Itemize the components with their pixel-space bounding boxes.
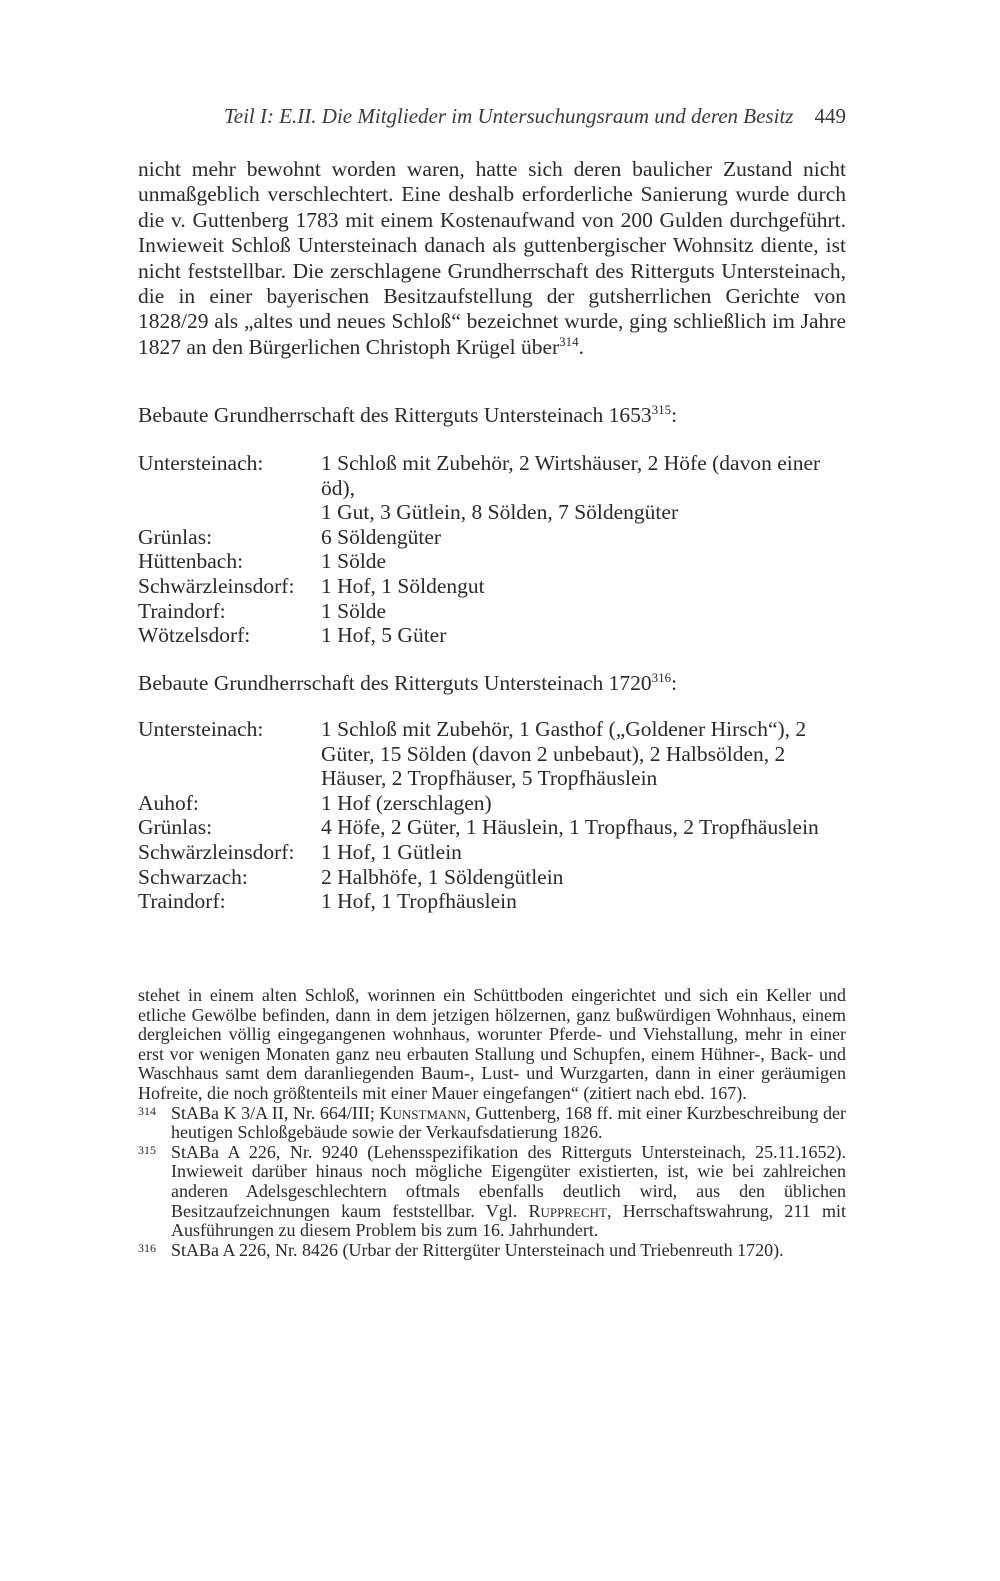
author-name: Rupprecht [528, 1200, 607, 1221]
place-name: Untersteinach: [138, 717, 264, 741]
table-row [138, 549, 846, 574]
footnote-ref-316[interactable]: 316 [651, 670, 672, 685]
footnote-315: 315 StABa A 226, Nr. 9240 (Lehensspezifikation des Ritterguts Untersteinach, 25.11.1652). Inwieweit darüber hinaus noch mögliche Eigengüter existierten, ist, wie bei zahlreichen anderen Adelsgeschlechtern oftmals ebenfalls deutlich wird, aus den üblichen Besitzaufzeichnungen kaum feststellbar. Vgl. Rupprecht, Herrschaftswahrung, 211 mit Ausführungen zu diesem Problem bis zum 16. Jahrhundert. [138, 1141, 846, 1241]
paragraph-text: nicht mehr bewohnt worden waren, hatte sich deren baulicher Zustand nicht unmaßgeblich verschlechtert. Eine deshalb erforderliche Sanierung wurde durch die v. Guttenberg 1783 mit einem Kostenaufwand von 200 Gulden durchgeführt. Inwieweit Schloß Untersteinach danach als guttenbergischer Wohnsitz diente, ist nicht feststellbar. Die zerschlagene Grundherrschaft des Ritterguts Untersteinach, die in einer bayerischen Besitzaufstellung der gutsherrlichen Gerichte von 1828/29 als „altes und neues Schloß“ bezeichnet wurde, ging schließlich im Jahre 1827 an den Bürgerlichen Christoph Krügel über [138, 157, 846, 359]
asset-list: 1 Hof (zerschlagen) [321, 790, 492, 815]
asset-list: 4 Höfe, 2 Güter, 1 Häuslein, 1 Tropfhaus, 2 Tropfhäuslein [321, 815, 819, 840]
asset-list: 1 Schloß mit Zubehör, 1 Gasthof („Goldener Hirsch“), 2 Güter, 15 Sölden (davon 2 unbebaut), 2 Halbsölden, 2 Häuser, 2 Tropfhäuser, 5 Tropfhäuslein [321, 717, 807, 791]
table-row [138, 815, 846, 840]
asset-list: 1 Hof, 1 Söldengut [321, 573, 485, 598]
table-row [138, 840, 846, 865]
footnote-314: 314 StABa K 3/A II, Nr. 664/III; Kunstmann, Guttenberg, 168 ff. mit einer Kurzbeschreibung der heutigen Schloßgebäude sowie der Verkaufsdatierung 1826. [138, 1102, 846, 1143]
asset-list: 1 Hof, 5 Güter [321, 623, 447, 648]
place-name: Traindorf: [138, 889, 226, 914]
place-name: Grünlas: [138, 815, 213, 840]
footnote-number: 316 [138, 1240, 156, 1255]
footnotes-section [138, 986, 846, 1260]
table-row [138, 525, 846, 550]
footnote-number: 315 [138, 1142, 156, 1157]
table-1720-heading: Bebaute Grundherrschaft des Ritterguts Untersteinach 1720$^{316}$: [138, 670, 678, 695]
table-row [138, 451, 846, 525]
table-1653 [138, 451, 846, 648]
table-row [138, 717, 846, 791]
table-row [138, 599, 846, 624]
footnote-ref-314[interactable]: 314 [559, 333, 579, 349]
running-head: Teil I: E.II. Die Mitglieder im Untersuchungsraum und deren Besitz [224, 104, 794, 128]
place-name: Schwarzach: [138, 864, 248, 889]
footnote-ref-315[interactable]: 315 [651, 402, 672, 417]
asset-list: 1 Sölde [321, 549, 387, 574]
place-name: Schwärzleinsdorf: [138, 839, 295, 864]
place-name: Hüttenbach: [138, 549, 244, 574]
place-name: Schwärzleinsdorf: [138, 573, 295, 598]
asset-list: 1 Sölde [321, 598, 387, 623]
author-name: Kunstmann [379, 1102, 467, 1123]
table-row [138, 623, 846, 648]
table-1720 [138, 717, 846, 914]
footnote-continuation: stehet in einem alten Schloß, worinnen ein Schüttboden eingerichtet und sich ein Keller und etliche Gewölbe befinden, dann in dem jetzigen hölzernen, ganz bußwürdigen Wohnhaus, einem dergleichen völlig eingegangenen wohnhaus, worunter Pferde- und Viehstallung, mehr in einer erst vor wenigen Monaten ganz neu erbauten Stallung und Schupfen, einem Hühner-, Back- und Waschhaus samt dem daranliegenden Baum-, Lust- und Wurzgarten, dann in einer geräumigen Hofreite, die noch größtenteils mit einer Mauer eingefangen“ (zitiert nach ebd. 167). [138, 985, 846, 1103]
page-number: 449 [814, 104, 846, 128]
place-name: Grünlas: [138, 524, 213, 549]
table-1653-heading: Bebaute Grundherrschaft des Ritterguts Untersteinach 1653$^{315}$: [138, 402, 678, 427]
asset-list: 2 Halbhöfe, 1 Söldengütlein [321, 864, 564, 889]
body-paragraph: nicht mehr bewohnt worden waren, hatte sich deren baulicher Zustand nicht unmaßgeblich verschlechtert. Eine deshalb erforderliche Sanierung wurde durch die v. Guttenberg 1783 mit einem Kostenaufwand von 200 Gulden durchgeführt. Inwieweit Schloß Untersteinach danach als guttenbergischer Wohnsitz diente, ist nicht feststellbar. Die zerschlagene Grundherrschaft des Ritterguts Untersteinach, die in einer bayerischen Besitzaufstellung der gutsherrlichen Gerichte von 1828/29 als „altes und neues Schloß“ bezeichnet wurde, ging schließlich im Jahre 1827 an den Bürgerlichen Christoph Krügel über$^{314}$. [138, 157, 846, 359]
table-row [138, 574, 846, 599]
footnote-316: 316 StABa A 226, Nr. 8426 (Urbar der Rittergüter Untersteinach und Triebenreuth 1720). [138, 1239, 784, 1260]
asset-list: 6 Söldengüter [321, 524, 442, 549]
footnote-number: 314 [138, 1103, 156, 1118]
place-name: Auhof: [138, 790, 199, 815]
place-name: Traindorf: [138, 598, 226, 623]
place-name: Untersteinach: [138, 451, 264, 475]
table-row [138, 865, 846, 890]
table-row [138, 791, 846, 816]
asset-list: 1 Schloß mit Zubehör, 2 Wirtshäuser, 2 Höfe (davon einer öd), 1 Gut, 3 Gütlein, 8 Sölden, 7 Söldengüter [321, 451, 821, 525]
asset-list: 1 Hof, 1 Gütlein [321, 839, 462, 864]
table-row [138, 889, 846, 914]
place-name: Wötzelsdorf: [138, 623, 251, 648]
asset-list: 1 Hof, 1 Tropfhäuslein [321, 889, 517, 914]
